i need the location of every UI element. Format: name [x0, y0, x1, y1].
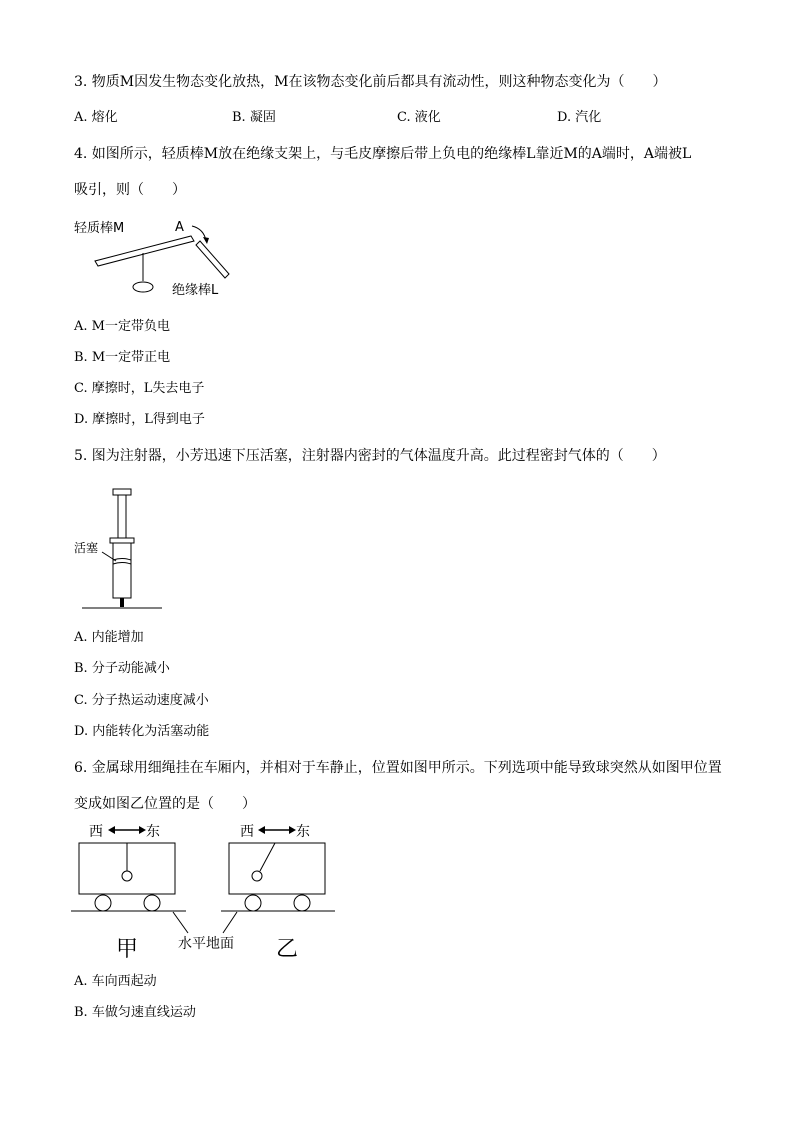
piston-label: 活塞 [74, 541, 99, 555]
arrow-head [203, 237, 209, 244]
support-base [133, 282, 153, 292]
q6-stem-line2: 变成如图乙位置的是（ ） [74, 796, 256, 812]
east-label-left: 东 [146, 824, 160, 840]
west-label-left: 西 [89, 824, 103, 840]
end-a-label: A [175, 220, 184, 235]
rotation-arrow [192, 226, 206, 241]
q4-stem-line1: 4. 如图所示，轻质棒M放在绝缘支架上，与毛皮摩擦后带上负电的绝缘棒L靠近M的A端时，A端被L [74, 146, 692, 162]
barrel-flange [110, 538, 134, 543]
caption-yi: 乙 [276, 937, 299, 960]
q6-option-b: B. 车做匀速直线运动 [74, 1005, 196, 1020]
syringe-nozzle [120, 598, 124, 607]
q3-option-a: A. 熔化 [74, 110, 118, 125]
rod-l-shape [196, 241, 229, 278]
car-body-right [229, 843, 325, 894]
rod-m-shape [95, 236, 194, 266]
arrow-west-left [108, 826, 115, 834]
arrow-east-right [289, 826, 296, 834]
east-label-right: 东 [296, 824, 310, 840]
plunger-rod [118, 495, 126, 539]
ground-leader-right [223, 912, 237, 933]
arrow-west-right [258, 826, 265, 834]
q5-stem: 5. 图为注射器，小芳迅速下压活塞，注射器内密封的气体温度升高。此过程密封气体的（ ） [74, 448, 666, 464]
q4-option-c: C. 摩擦时，L失去电子 [74, 381, 205, 396]
arrow-east-left [139, 826, 146, 834]
west-label-right: 西 [240, 824, 254, 840]
q3-option-b: B. 凝固 [232, 110, 276, 125]
wheel-left-2 [144, 895, 160, 911]
q4-stem-line2: 吸引，则（ ） [74, 182, 186, 198]
ball-right [252, 871, 262, 881]
q5-figure-syringe [72, 486, 172, 614]
q3-stem: 3. 物质M因发生物态变化放热，M在该物态变化前后都具有流动性，则这种物态变化为（ ） [74, 74, 667, 90]
q3-option-c: C. 液化 [397, 110, 441, 125]
q5-option-c: C. 分子热运动速度减小 [74, 693, 209, 708]
wheel-right-2 [294, 895, 310, 911]
q4-figure-charged-rods [70, 215, 240, 305]
ground-label: 水平地面 [178, 936, 234, 952]
ball-left [122, 871, 132, 881]
q5-option-b: B. 分子动能减小 [74, 661, 170, 676]
q4-option-a: A. M一定带负电 [74, 319, 170, 334]
q6-option-a: A. 车向西起动 [74, 974, 157, 989]
q3-option-d: D. 汽化 [557, 110, 602, 125]
q6-stem-line1: 6. 金属球用细绳挂在车厢内，并相对于车静止，位置如图甲所示。下列选项中能导致球突然从如图甲位置 [74, 760, 722, 776]
ground-leader-left [173, 912, 188, 933]
caption-jia: 甲 [116, 937, 139, 960]
plunger-handle [113, 489, 131, 495]
q4-option-d: D. 摩擦时，L得到电子 [74, 412, 205, 427]
wheel-right-1 [245, 895, 261, 911]
q4-option-b: B. M一定带正电 [74, 350, 171, 365]
rod-m-label: 轻质棒M [74, 221, 125, 236]
q6-figure-train-cars [68, 818, 348, 960]
wheel-left-1 [95, 895, 111, 911]
syringe-barrel [113, 543, 131, 598]
q5-option-a: A. 内能增加 [74, 630, 144, 645]
rod-l-label: 绝缘棒L [172, 283, 219, 298]
q5-option-d: D. 内能转化为活塞动能 [74, 724, 210, 739]
